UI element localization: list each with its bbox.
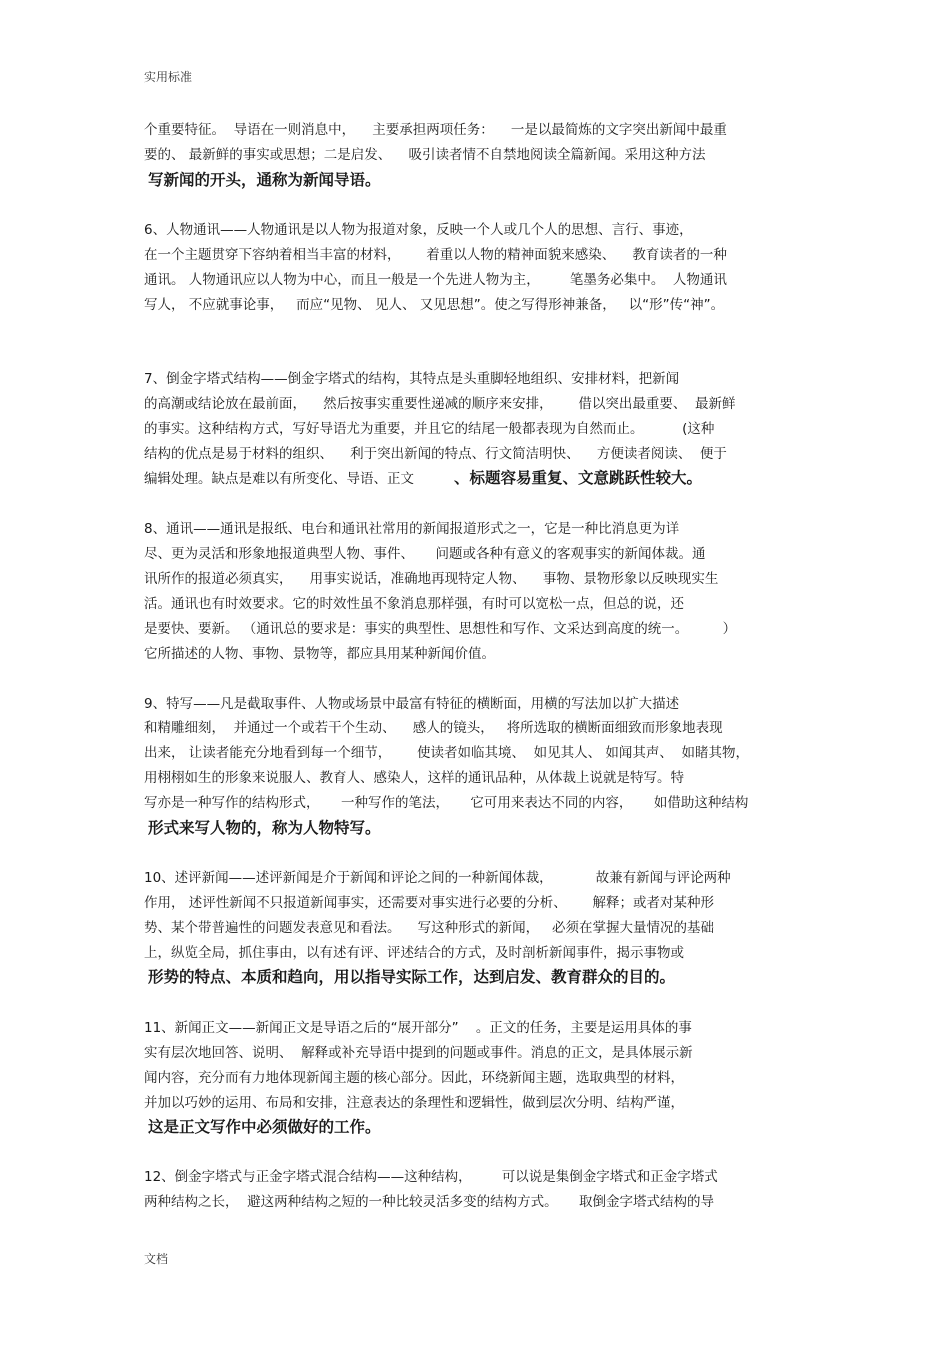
page-footer: 文档 xyxy=(144,1252,169,1266)
text-line: 尽、更为灵活和形象地报道典型人物、事件、 问题或各种有意义的客观事实的新闻体裁。通 xyxy=(144,546,706,562)
text-line: 9、特写——凡是截取事件、人物或场景中最富有特征的横断面，用横的写法加以扩大描述 xyxy=(144,696,680,712)
text-line: 出来， 让读者能充分地看到每一个细节， 使读者如临其境、 如见其人、 如闻其声、 如睹其物， xyxy=(144,745,749,761)
text-line: 在一个主题贯穿下容纳着相当丰富的材料， 着重以人物的精神面貌来感染、 教育读者的一种 xyxy=(144,247,727,263)
text-line: 7、倒金字塔式结构——倒金字塔式的结构，其特点是头重脚轻地组织、安排材料，把新闻 xyxy=(144,371,680,387)
text-line: 结构的优点是易于材料的组织、 利于突出新闻的特点、行文简洁明快、 方便读者阅读、 便于 xyxy=(144,446,727,462)
text-line: 和精雕细刻， 并通过一个或若干个生动、 感人的镜头， 将所选取的横断面细致而形象地表现 xyxy=(144,720,723,736)
text-line: 是要快、要新。 （通讯总的要求是：事实的典型性、思想性和写作、文采达到高度的统一。 ） xyxy=(144,621,737,637)
text-line: 12、倒金字塔式与正金字塔式混合结构——这种结构， 可以说是集倒金字塔式和正金字塔式 xyxy=(144,1169,718,1185)
text-line-bold: 这是正文写作中必须做好的工作。 xyxy=(148,1118,381,1136)
text-line: 作用， 述评性新闻不只报道新闻事实，还需要对事实进行必要的分析、 解释；或者对某种形 xyxy=(144,895,715,911)
text-line: 写人， 不应就事论事， 而应“见物、 见人、 又见思想”。使之写得形神兼备， 以“形”传“神”。 xyxy=(144,297,725,313)
text-line: 并加以巧妙的运用、布局和安排，注意表达的条理性和逻辑性，做到层次分明、结构严谨， xyxy=(144,1095,684,1111)
text-line: 10、述评新闻——述评新闻是介于新闻和评论之间的一种新闻体裁， 故兼有新闻与评论两种 xyxy=(144,870,731,886)
text-line: 活。通讯也有时效要求。它的时效性虽不象消息那样强，有时可以宽松一点，但总的说，还 xyxy=(144,596,684,612)
text-line: 11、新闻正文——新闻正文是导语之后的“展开部分” 。正文的任务，主要是运用具体的事 xyxy=(144,1020,692,1036)
text-line: 的事实。这种结构方式，写好导语尤为重要，并且它的结尾一般都表现为自然而止。 (这种 xyxy=(144,421,715,437)
text-line: 8、通讯——通讯是报纸、电台和通讯社常用的新闻报道形式之一，它是一种比消息更为详 xyxy=(144,521,680,537)
text-line-bold: 写新闻的开头，通称为新闻导语。 xyxy=(148,171,381,189)
text-line: 通讯。 人物通讯应以人物为中心，而且一般是一个先进人物为主， 笔墨务必集中。 人物通讯 xyxy=(144,272,727,288)
text-line-bold: 形势的特点、本质和趋向，用以指导实际工作，达到启发、教育群众的目的。 xyxy=(148,968,676,986)
text-line: 实有层次地回答、说明、 解释或补充导语中提到的问题或事件。消息的正文，是具体展示新 xyxy=(144,1045,693,1061)
page-header: 实用标准 xyxy=(144,70,193,84)
text-segment-bold: 、标题容易重复、文意跳跃性较大。 xyxy=(454,469,703,487)
text-line: 6、人物通讯——人物通讯是以人物为报道对象，反映一个人或几个人的思想、言行、事迹， xyxy=(144,222,693,238)
text-line-mixed xyxy=(144,469,814,487)
text-line: 用栩栩如生的形象来说服人、教育人、感染人，这样的通讯品种，从体裁上说就是特写。特 xyxy=(144,770,684,786)
text-line: 要的、 最新鲜的事实或思想；二是启发、 吸引读者情不自禁地阅读全篇新闻。采用这种方法 xyxy=(144,147,706,163)
text-line: 两种结构之长， 避这两种结构之短的一种比较灵活多变的结构方式。 取倒金字塔式结构的导 xyxy=(144,1194,715,1210)
text-line: 闻内容，充分而有力地体现新闻主题的核心部分。因此，环绕新闻主题，选取典型的材料， xyxy=(144,1070,684,1086)
text-line-bold: 形式来写人物的，称为人物特写。 xyxy=(148,819,381,837)
text-line: 写亦是一种写作的结构形式， 一种写作的笔法， 它可用来表达不同的内容， 如借助这种结构 xyxy=(144,795,749,811)
text-line: 的高潮或结论放在最前面， 然后按事实重要性递减的顺序来安排， 借以突出最重要、 最新鲜 xyxy=(144,396,736,412)
text-segment: 编辑处理。缺点是难以有所变化、导语、正文 xyxy=(144,471,414,487)
text-line: 上，纵览全局，抓住事由，以有述有评、评述结合的方式，及时剖析新闻事件，揭示事物或 xyxy=(144,945,684,961)
text-line: 势、某个带普遍性的问题发表意见和看法。 写这种形式的新闻， 必须在掌握大量情况的基础 xyxy=(144,920,715,936)
text-line: 个重要特征。 导语在一则消息中， 主要承担两项任务： 一是以最简炼的文字突出新闻中最重 xyxy=(144,122,727,138)
text-line: 它所描述的人物、事物、景物等，都应具用某种新闻价值。 xyxy=(144,646,495,662)
text-line: 讯所作的报道必须真实， 用事实说话，准确地再现特定人物、 事物、景物形象以反映现实生 xyxy=(144,571,719,587)
